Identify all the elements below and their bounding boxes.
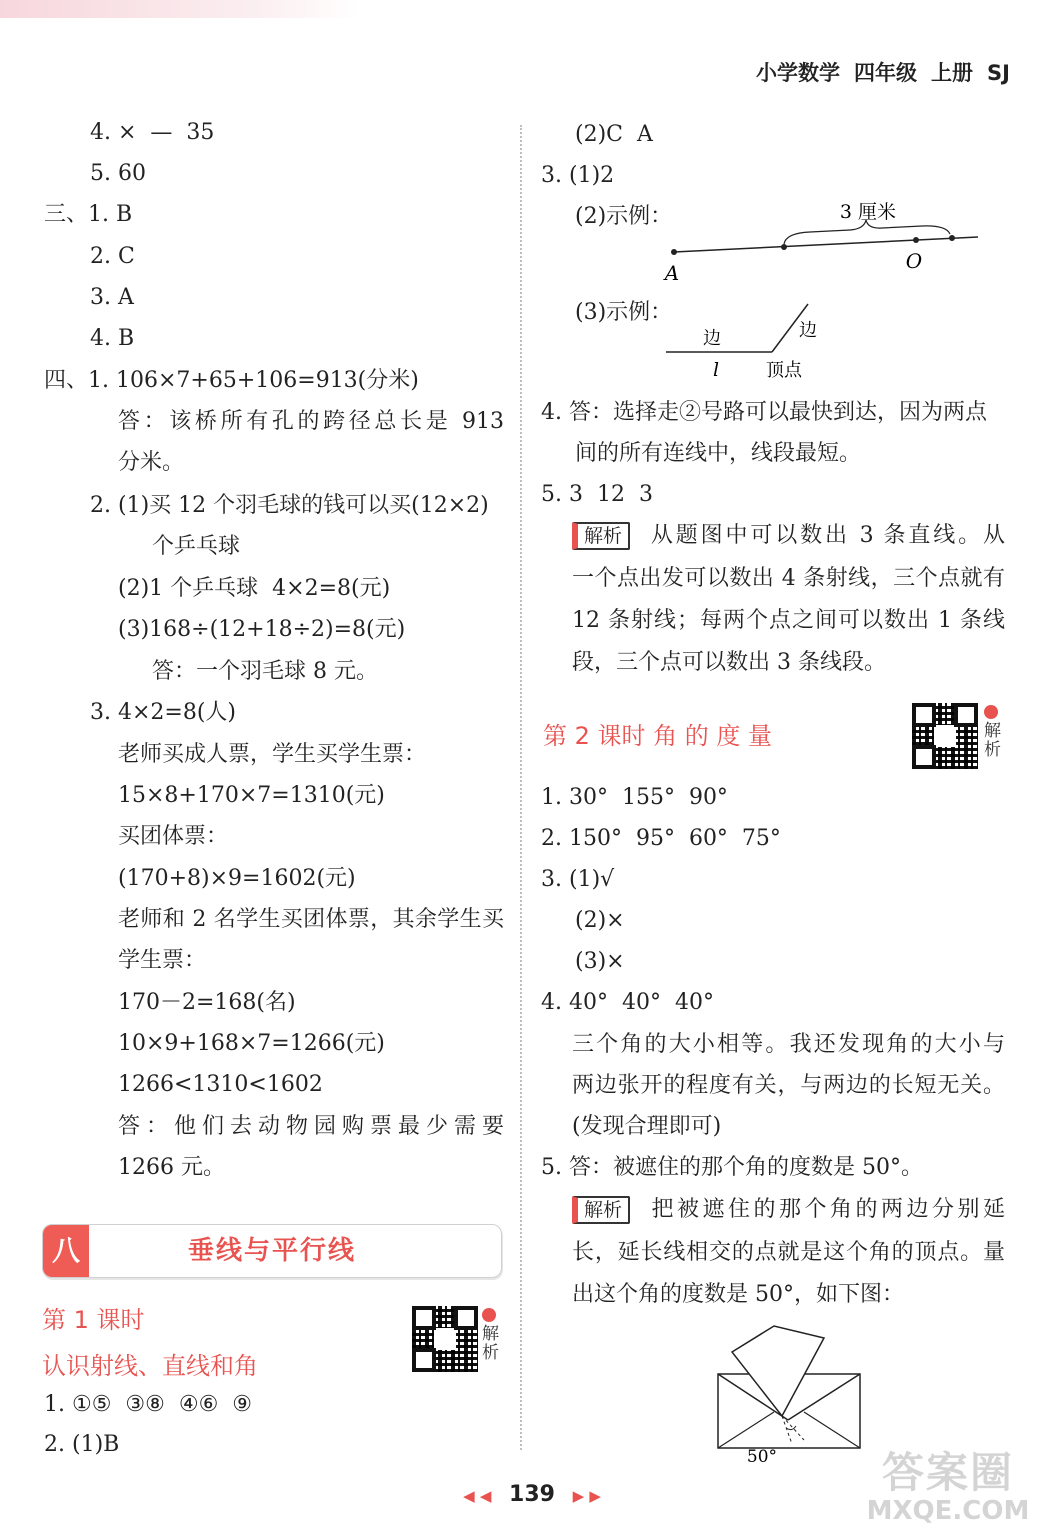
answer-line: (170+8)×9=1602(元) [118,866,356,891]
answer-line: 两边张开的程度有关，与两边的长短无关。 [572,1073,1005,1098]
answer-line: 三个角的大小相等。我还发现角的大小与 [572,1032,1005,1057]
answer-line: 2. (1)B [44,1432,120,1457]
qr-label-text: 解析 [984,721,1001,760]
chapter-banner [42,1224,502,1278]
top-decoration-band [0,0,360,18]
qr-label-text: 解析 [482,1324,499,1363]
point-a-dot [671,249,677,255]
answer-line: (3)示例： [575,300,673,325]
analysis-paragraph-line: 长，延长线相交的点就是这个角的顶点。量 [572,1240,1005,1265]
envelope-fold-left [718,1412,774,1448]
column-divider [520,125,522,1450]
lesson-1-title: 第 1 课时 [42,1306,145,1334]
answer-line: 1266<1310<1602 [118,1072,323,1097]
answer-line: 5. 3 12 3 [541,482,653,507]
answer-line: 个乒乓球 [152,534,241,559]
analysis-paragraph-line: 段，三个点可以数出 3 条线段。 [572,650,886,675]
line-l-label: l [712,359,720,381]
answer-line: 2. (1)买 12 个羽毛球的钱可以买(12×2) [90,493,489,518]
header-grade: 四年级 [854,61,918,85]
analysis-tag: 解析 [572,1196,630,1224]
answer-line: 3. (1)2 [541,163,615,188]
answer-line: 2. 150° 95° 60° 75° [541,826,781,851]
chapter-number: 八 [43,1225,89,1277]
watermark-logo [848,1450,1048,1530]
header-subject: 小学数学 [756,61,841,85]
answer-line: 老师买成人票，学生买学生票： [118,742,427,767]
answer-line: 1. ①⑤ ③⑧ ④⑥ ⑨ [44,1392,253,1417]
answer-line: (2)示例： [575,204,673,229]
point-o-dot [913,237,919,243]
page-number: 139 [509,1482,555,1507]
point-o-label: O [905,249,923,273]
analysis-paragraph-line: 一个点出发可以数出 4 条射线，三个点就有 [572,566,1005,591]
extension-line-2 [782,1416,804,1440]
answer-line: 4. × — 35 [90,120,215,145]
prev-arrows-icon: ◀ ◀ [463,1487,492,1505]
answer-line: 答：该桥所有孔的跨径总长是 913 [118,409,504,434]
analysis-paragraph-line [572,1195,1005,1225]
page-header [742,57,1010,87]
answer-line: 4. 40° 40° 40° [541,990,714,1015]
measure-brace [784,220,950,244]
header-volume: 上册 [931,61,974,85]
play-dot-icon [984,705,998,719]
answer-line: 答：一个羽毛球 8 元。 [152,659,378,684]
analysis-text: 从题图中可以数出 3 条直线。从 [648,523,1005,548]
play-dot-icon [482,1308,496,1322]
vertex-label: 顶点 [766,360,802,381]
answer-line: 间的所有连线中，线段最短。 [575,441,862,466]
answer-line: 170－2=168(名) [118,990,296,1015]
header-edition: SJ [987,61,1010,85]
angle-diagram [660,300,860,384]
answer-line: 5. 60 [90,161,146,186]
analysis-tag: 解析 [572,522,630,550]
covering-card [732,1326,824,1416]
answer-line: (3)× [575,949,625,974]
side-label-2: 边 [799,320,817,341]
answer-line: 学生票： [118,948,207,973]
qr-analysis-label [482,1308,504,1363]
answer-line: 三、1. B [44,202,133,227]
answer-line: (2)C A [575,122,653,147]
lesson-2-title: 第 2 课时 角 的 度 量 [543,722,773,750]
answer-line: 3. 4×2=8(人) [90,700,237,725]
chapter-title: 垂线与平行线 [187,1236,356,1266]
answer-line: 四、1. 106×7+65+106=913(分米) [44,368,419,393]
watermark-text: 答案圈 [881,1448,1014,1497]
analysis-text: 把被遮住的那个角的两边分别延 [648,1197,1005,1222]
watermark-url: MXQE.COM [866,1496,1030,1526]
answer-line: (3)168÷(12+18÷2)=8(元) [118,617,406,642]
answer-line: (2)× [575,908,625,933]
lesson-1-subtitle: 认识射线、直线和角 [42,1352,258,1380]
answer-line: 分米。 [118,450,185,475]
analysis-paragraph-line: 出这个角的度数是 50°，如下图： [572,1282,904,1307]
analysis-paragraph-line [572,521,1005,551]
answer-line: 10×9+168×7=1266(元) [118,1031,385,1056]
answer-line: 4. B [90,326,135,351]
analysis-paragraph-line: 12 条射线；每两个点之间可以数出 1 条线 [572,608,1005,633]
answer-line: 2. C [90,244,135,269]
answer-line: 答：他们去动物园购票最少需要 [118,1114,504,1139]
answer-line: 15×8+170×7=1310(元) [118,783,385,808]
answer-line: 3. (1)√ [541,867,615,892]
answer-line: 3. A [90,285,134,310]
answer-line: 5. 答：被遮住的那个角的度数是 50°。 [541,1155,923,1180]
line-segment-diagram [660,200,1000,290]
point-a-label: A [664,261,680,285]
ray-line [674,237,978,252]
point-mid-dot [781,244,787,250]
answer-line: 4. 答：选择走②号路可以最快到达，因为两点 [541,400,987,425]
angle-label: 50° [746,1447,778,1467]
qr-analysis-label [984,705,1006,760]
answer-line: 买团体票： [118,824,229,849]
answer-line: 1266 元。 [118,1155,225,1180]
envelope-fold-right [804,1412,860,1448]
next-arrows-icon: ▶ ▶ [572,1487,601,1505]
answer-line: 1. 30° 155° 90° [541,785,728,810]
answer-line: 老师和 2 名学生买团体票，其余学生买 [118,907,504,932]
envelope-angle-diagram [712,1322,872,1468]
point-end-dot [949,235,955,241]
answer-line: (发现合理即可) [572,1114,722,1139]
side-label-1: 边 [703,328,721,349]
measure-label: 3 厘米 [839,201,897,223]
answer-line: (2)1 个乒乓球 4×2=8(元) [118,576,391,601]
